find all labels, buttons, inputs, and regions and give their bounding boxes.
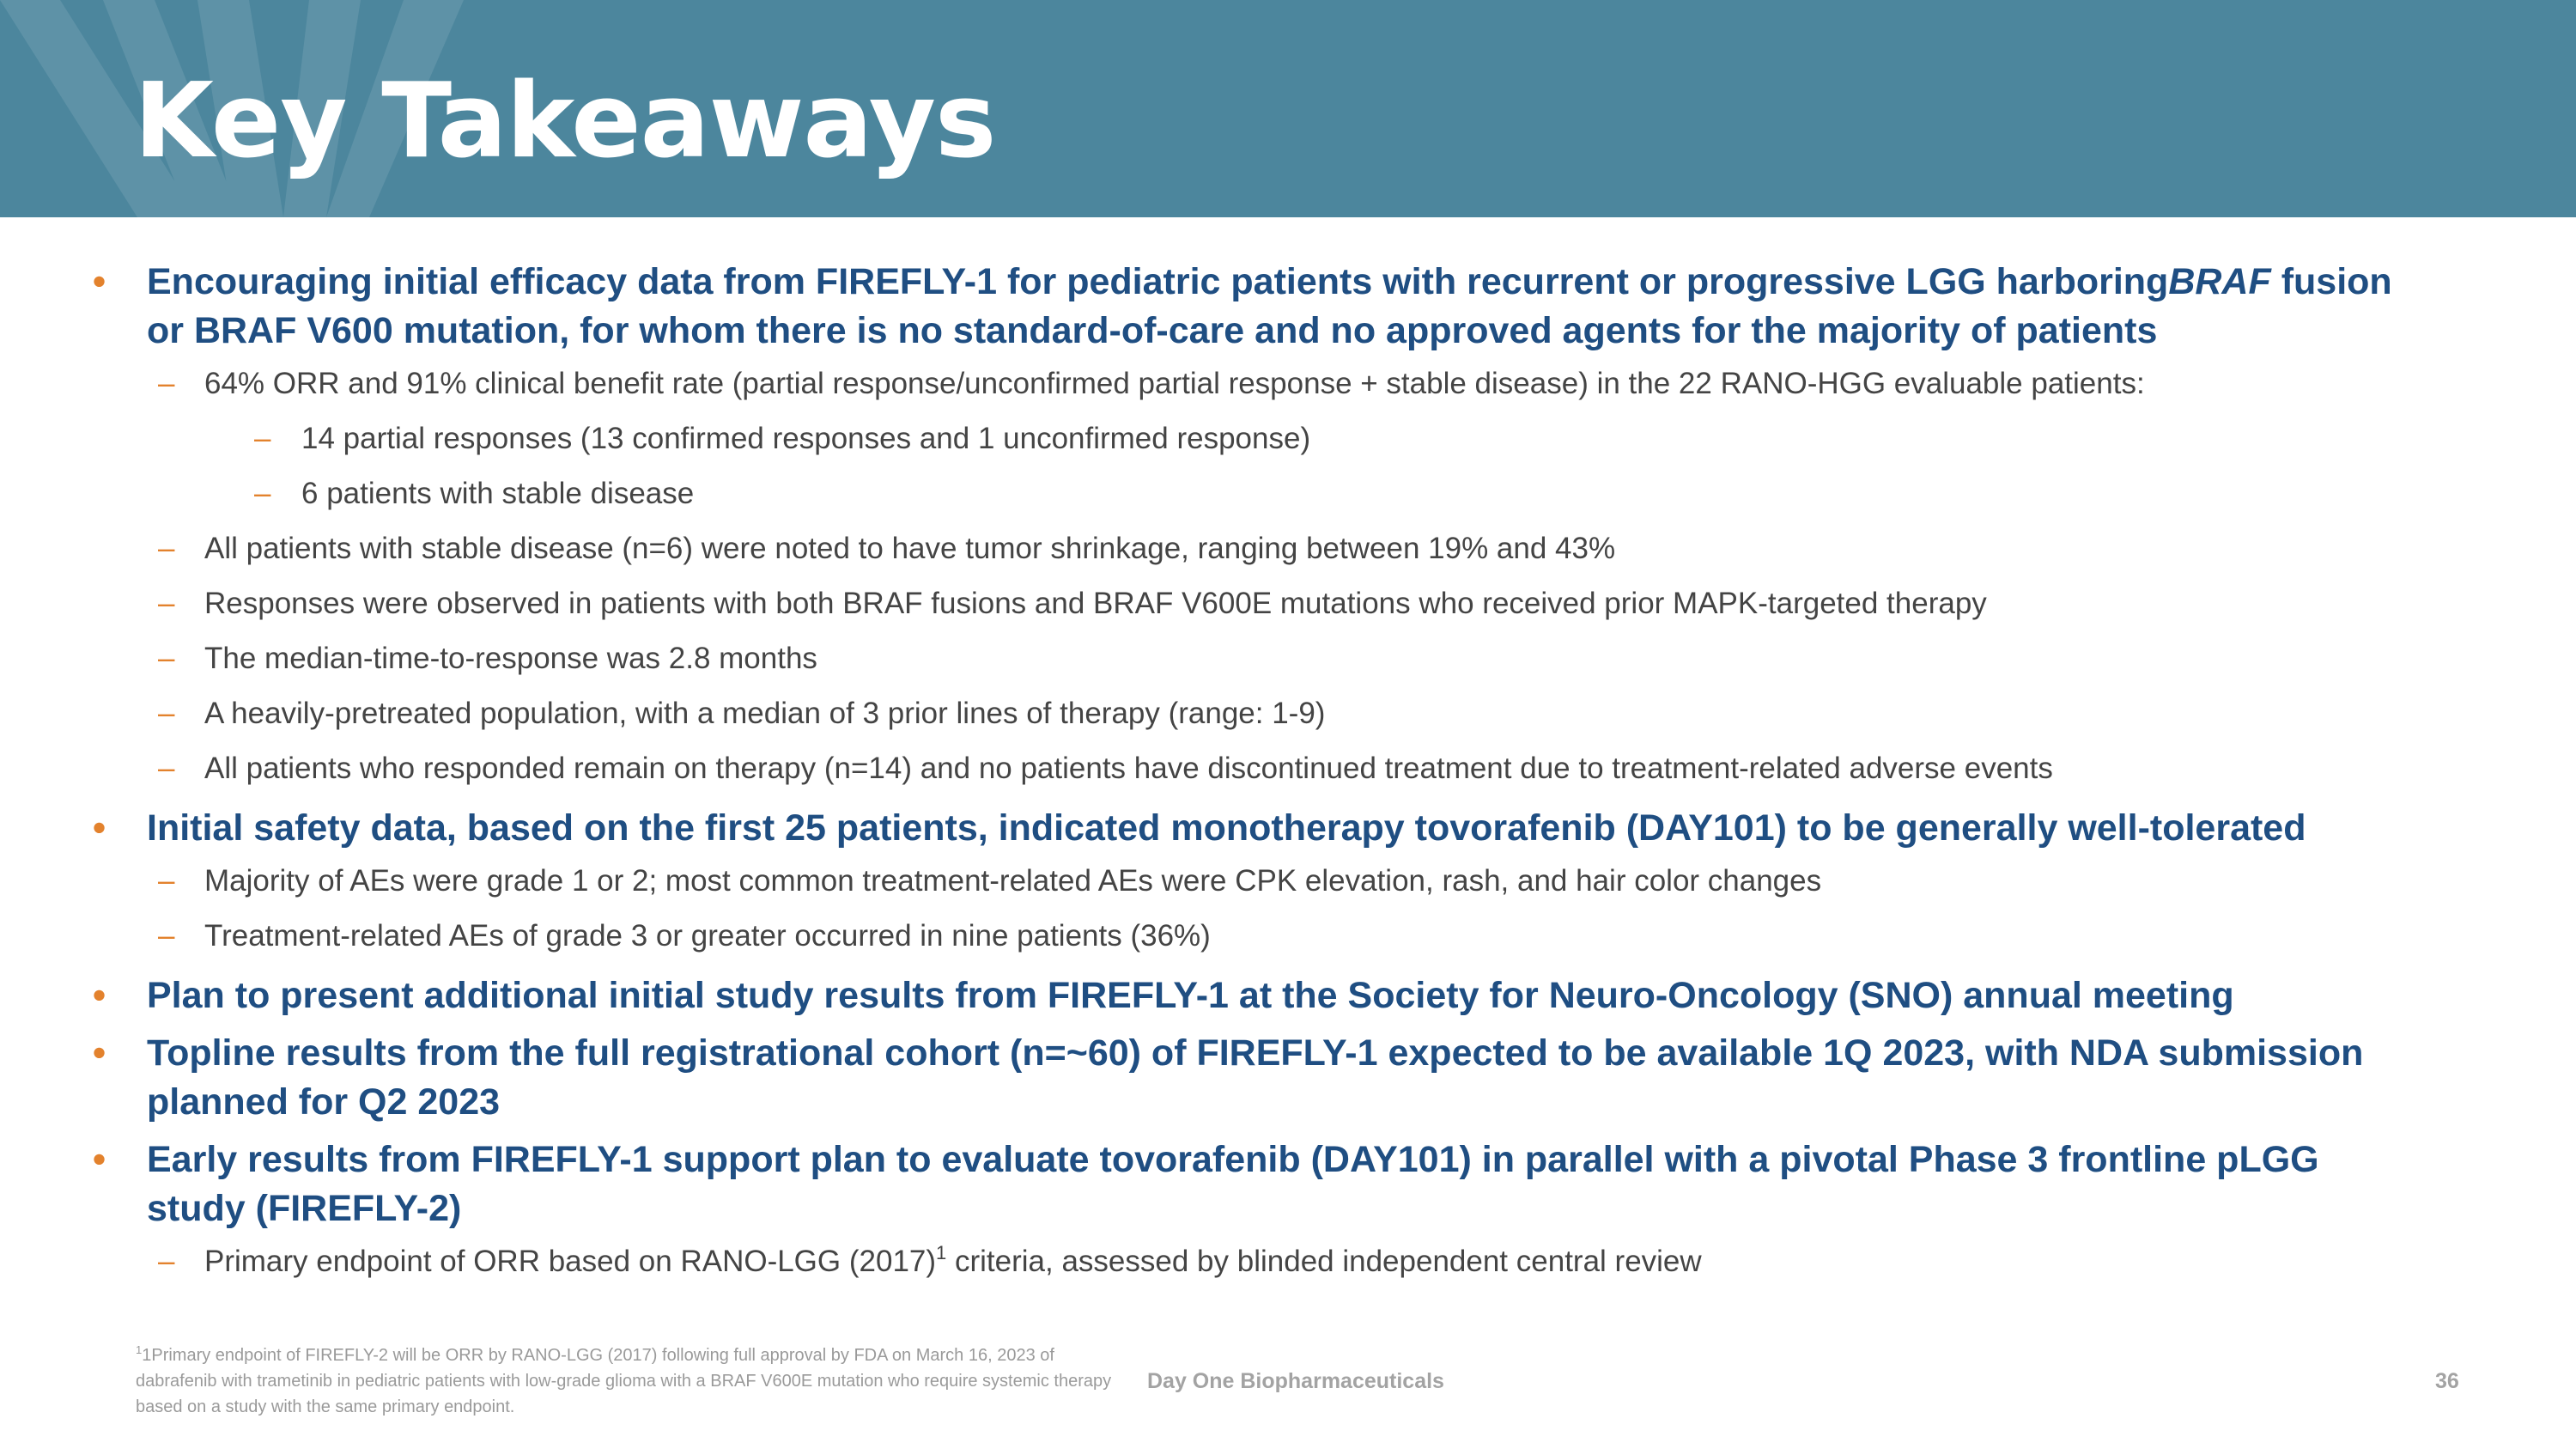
dash-marker: – <box>158 919 175 953</box>
sub-point <box>0 584 2404 624</box>
footnote-text: 1Primary endpoint of FIREFLY-2 will be ORR by RANO-LGG (2017) following full approval by FDA on March 16, 2023 of dabrafenib with trametinib in pediatric patients with low-grade glioma with a BRAF V600E mutation who require systemic therapy based on a study with the same primary endpoint. <box>136 1346 1112 1416</box>
bullet-dot: • <box>93 1139 106 1180</box>
bullet-dot: • <box>93 807 106 849</box>
sub-point-text: All patients with stable disease (n=6) were noted to have tumor shrinkage, ranging between 19% and 43% <box>204 532 1616 565</box>
sub-point-text: 6 patients with stable disease <box>301 477 695 510</box>
sub-point-text: Primary endpoint of ORR based on RANO-LGG (2017) <box>204 1245 937 1278</box>
dash-marker: – <box>158 1245 175 1278</box>
takeaway-topline-results <box>0 1029 2404 1127</box>
bullet-dot: • <box>93 1032 106 1074</box>
takeaways-list <box>0 258 2576 1297</box>
sub-point-text: Majority of AEs were grade 1 or 2; most common treatment-related AEs were CPK elevation, rash, and hair color changes <box>204 864 1822 898</box>
sub-point-text: Treatment-related AEs of grade 3 or greater occurred in nine patients (36%) <box>204 919 1211 953</box>
dash-marker: – <box>158 587 175 620</box>
takeaway-firefly-2 <box>0 1135 2404 1233</box>
sub-point <box>0 639 2404 679</box>
takeaway-efficacy <box>0 258 2404 356</box>
sub-point-text: A heavily-pretreated population, with a median of 3 prior lines of therapy (range: 1-9) <box>204 697 1326 730</box>
bullet-dot: • <box>93 975 106 1016</box>
dash-marker: – <box>158 752 175 785</box>
takeaway-text: Plan to present additional initial study results from FIREFLY-1 at the Society for Neuro-Oncology (SNO) annual meeting <box>147 975 2234 1016</box>
page-title: Key Takeaways <box>134 62 996 181</box>
footnote <box>136 1342 1115 1420</box>
takeaway-text: Encouraging initial efficacy data from FIREFLY-1 for pediatric patients with recurrent or progressive LGG harboring <box>147 261 2169 302</box>
bullet-dot: • <box>93 261 106 302</box>
dash-marker: – <box>158 864 175 898</box>
sub-point <box>0 529 2404 569</box>
sub-point-text: The median-time-to-response was 2.8 months <box>204 642 817 675</box>
dash-marker: – <box>254 477 271 510</box>
takeaway-text: fusion or BRAF V600 mutation, for whom there is no standard-of-care and no approved agents for the majority of patients <box>147 261 2392 351</box>
dash-marker: – <box>158 532 175 565</box>
sub-point-text: 64% ORR and 91% clinical benefit rate (partial response/unconfirmed partial response + stable disease) in the 22 RANO-HGG evaluable patients: <box>204 367 2145 400</box>
dash-marker: – <box>158 697 175 730</box>
sub-point <box>0 749 2404 788</box>
footnote-marker: 1 <box>136 1343 143 1356</box>
sub-point <box>0 916 2404 956</box>
sub-point-text: All patients who responded remain on therapy (n=14) and no patients have discontinued treatment due to treatment-related adverse events <box>204 752 2053 785</box>
takeaway-text: Topline results from the full registrational cohort (n=~60) of FIREFLY-1 expected to be available 1Q 2023, with NDA submission planned for Q2 2023 <box>147 1032 2364 1123</box>
takeaway-text-italic: BRAF <box>2168 261 2271 302</box>
sub-point <box>0 1242 2404 1282</box>
takeaway-safety <box>0 804 2404 853</box>
sub-point-text: 14 partial responses (13 confirmed responses and 1 unconfirmed response) <box>301 422 1311 455</box>
sub-sub-point <box>0 474 2404 514</box>
takeaway-sno-meeting <box>0 971 2404 1020</box>
sub-point <box>0 364 2404 404</box>
dash-marker: – <box>158 642 175 675</box>
page-number: 36 <box>2435 1369 2459 1393</box>
sub-sub-point <box>0 419 2404 459</box>
sub-point-text: Responses were observed in patients with both BRAF fusions and BRAF V600E mutations who received prior MAPK-targeted therapy <box>204 587 1987 620</box>
takeaway-text: Early results from FIREFLY-1 support plan to evaluate tovorafenib (DAY101) in parallel with a pivotal Phase 3 frontline pLGG study (FIREFLY-2) <box>147 1139 2319 1229</box>
takeaway-text: Initial safety data, based on the first 25 patients, indicated monotherapy tovorafenib (DAY101) to be generally well-tolerated <box>147 807 2306 849</box>
dash-marker: – <box>158 367 175 400</box>
sub-point-text: criteria, assessed by blinded independent central review <box>946 1245 1702 1278</box>
sub-point <box>0 861 2404 901</box>
title-banner <box>0 0 2576 217</box>
footnote-ref: 1 <box>936 1242 947 1263</box>
company-name: Day One Biopharmaceuticals <box>1147 1369 1444 1393</box>
dash-marker: – <box>254 422 271 455</box>
sub-point <box>0 694 2404 734</box>
